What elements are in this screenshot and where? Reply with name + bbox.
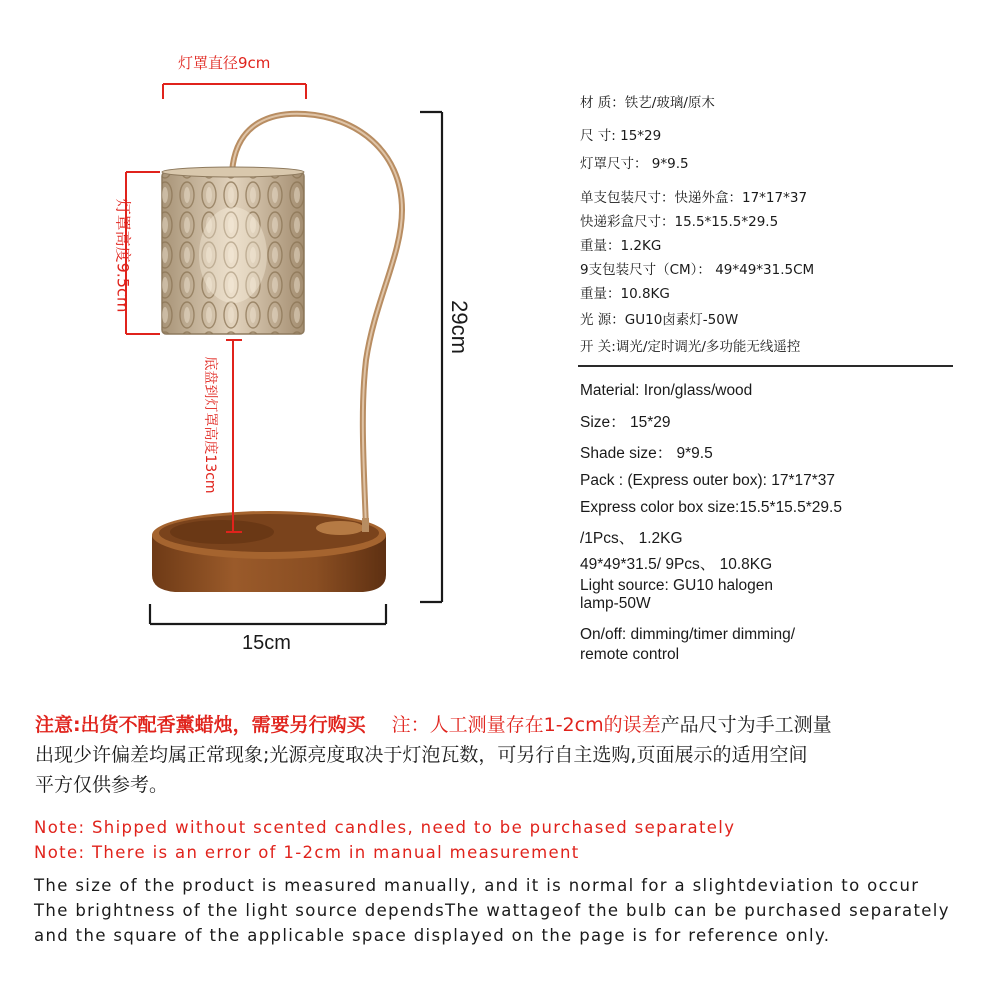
en-note-space: and the square of the applicable space displayed on the page is for reference only. [34, 926, 831, 945]
en-note-no-candle: Note: Shipped without scented candles, need to be purchased separately [34, 818, 736, 837]
spec-cn-weight-single: 重量：1.2KG [580, 238, 662, 254]
en-note-error: Note: There is an error of 1-2cm in manual measurement [34, 843, 580, 862]
spec-en-light-source-cont: lamp-50W [580, 595, 651, 612]
total-height-dimension [420, 112, 442, 602]
spec-en-material: Material: Iron/glass/wood [580, 382, 753, 399]
spec-cn-switch: 开 关:调光/定时调光/多功能无线遥控 [580, 339, 801, 355]
spec-en-switch: On/off: dimming/timer dimming/ [580, 626, 796, 643]
base-to-shade-label: 底盘到灯罩高度13cm [202, 356, 218, 494]
spec-cn-material: 材 质：铁艺/玻璃/原木 [580, 95, 715, 111]
spec-en-shade-size: Shade size： 9*9.5 [580, 445, 713, 462]
spec-cn-pack-nine: 9支包装尺寸（CM）： 49*49*31.5CM [580, 262, 815, 278]
spec-en-weight-single: /1Pcs、 1.2KG [580, 530, 683, 547]
specs-divider [578, 365, 953, 367]
spec-cn-size: 尺 寸: 15*29 [580, 128, 662, 144]
spec-cn-pack-outer: 单支包装尺寸：快递外盒：17*17*37 [580, 190, 808, 206]
glass-shade [162, 167, 304, 334]
shade-diameter-label: 灯罩直径9cm [178, 54, 271, 72]
spec-cn-shade-size: 灯罩尺寸： 9*9.5 [580, 156, 689, 172]
en-note-measured: The size of the product is measured manually, and it is normal for a slightdeviation to occur [34, 876, 920, 895]
spec-cn-weight-nine: 重量：10.8KG [580, 286, 670, 302]
base-width-dimension [150, 604, 386, 624]
base-to-shade-dimension [226, 340, 242, 532]
spec-en-switch-cont: remote control [580, 646, 680, 663]
spec-cn-light-source: 光 源：GU10卤素灯-50W [580, 312, 739, 328]
lamp-illustration [0, 0, 560, 700]
cn-note-line3: 平方仅供参考。 [35, 774, 169, 796]
cn-note-line1 [35, 710, 832, 740]
spec-en-size: Size： 15*29 [580, 414, 671, 431]
spec-en-pack-outer: Pack : (Express outer box): 17*17*37 [580, 472, 836, 489]
wooden-base [152, 511, 386, 592]
spec-cn-pack-color: 快递彩盒尺寸：15.5*15.5*29.5 [580, 214, 779, 230]
en-note-brightness: The brightness of the light source dependsThe wattageof the bulb can be purchased separately [34, 901, 950, 920]
cn-note-error: 注：人工测量存在1-2cm的误差 [391, 714, 661, 736]
cn-note-no-candle: 注意:出货不配香薰蜡烛，需要另行购买 [35, 714, 366, 736]
spec-en-pack-color: Express color box size:15.5*15.5*29.5 [580, 499, 842, 516]
cn-note-measured: 产品尺寸为手工测量 [660, 714, 832, 736]
shade-height-label: 灯罩高度9.5cm [113, 198, 133, 313]
cn-note-line2: 出现少许偏差均属正常现象;光源亮度取决于灯泡瓦数，可另行自主选购,页面展示的适用空间 [35, 744, 808, 766]
total-height-label: 29cm [447, 300, 472, 354]
base-width-label: 15cm [242, 632, 291, 654]
spec-en-pack-nine: 49*49*31.5/ 9Pcs、 10.8KG [580, 556, 773, 573]
shade-diameter-dimension [163, 84, 306, 99]
spec-en-light-source: Light source: GU10 halogen [580, 577, 774, 594]
